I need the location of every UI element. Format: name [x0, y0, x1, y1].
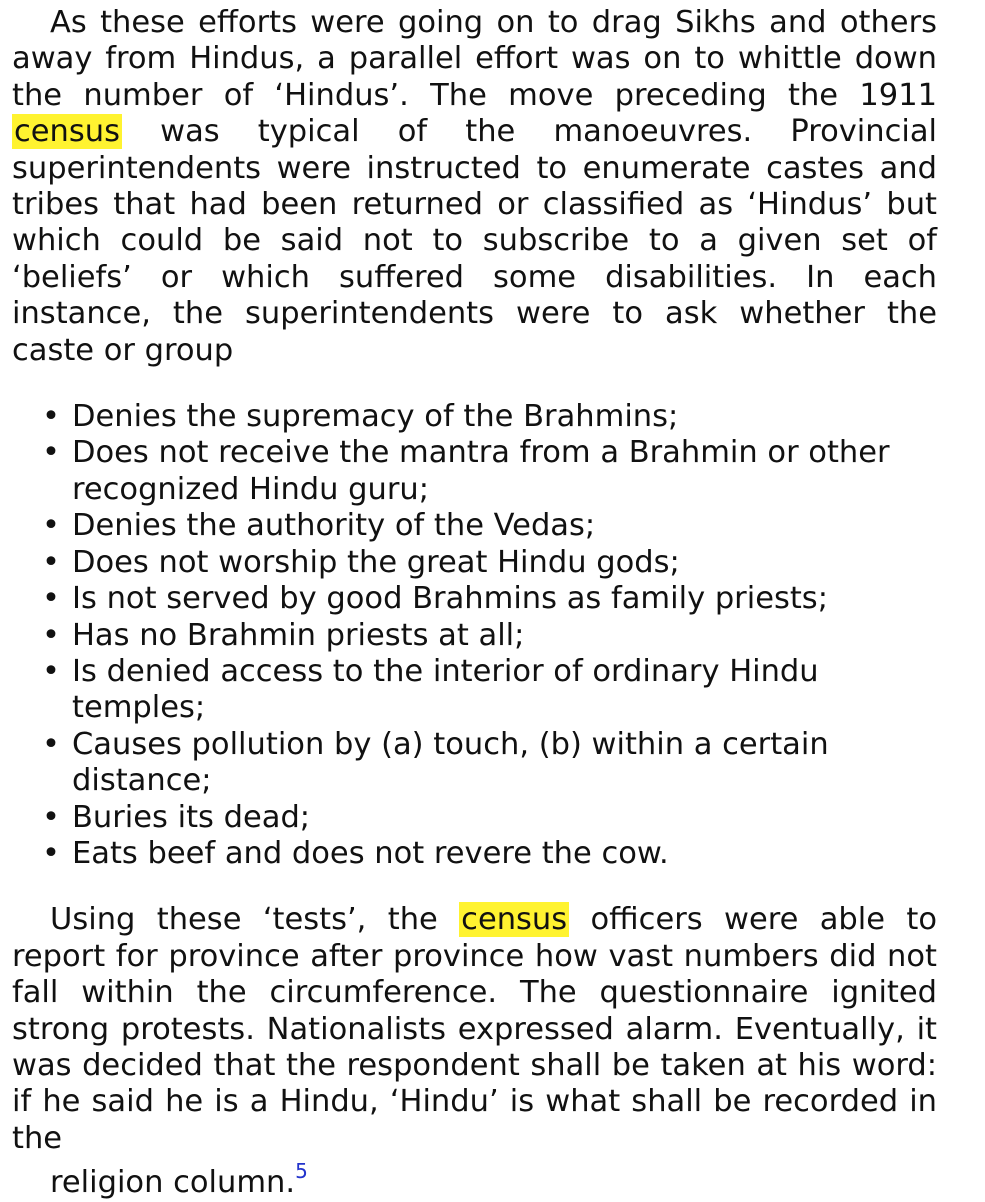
paragraph-intro	[12, 5, 937, 369]
list-item-text: Eats beef and does not revere the cow.	[72, 835, 669, 871]
list-item	[12, 435, 937, 508]
document-page	[12, 5, 937, 1202]
list-item-text: Has no Brahmin priests at all;	[72, 617, 525, 653]
list-item-text: Denies the supremacy of the Brahmins;	[72, 399, 679, 435]
list-item	[12, 508, 937, 544]
list-item	[12, 800, 937, 836]
list-item-text: Does not worship the great Hindu gods;	[72, 544, 680, 580]
list-item-text: Is denied access to the interior of ordinary Hindu temples;	[72, 653, 819, 726]
bullet-icon: •	[42, 399, 60, 435]
list-item	[12, 545, 937, 581]
list-item-text: Causes pollution by (a) touch, (b) within a certain distance;	[72, 726, 829, 799]
last-line-text: religion column.	[50, 1165, 296, 1201]
criteria-list	[12, 399, 937, 872]
bullet-icon: •	[42, 799, 60, 835]
paragraph-conclusion-last-line	[12, 1159, 937, 1201]
bullet-icon: •	[42, 617, 60, 653]
list-item	[12, 581, 937, 617]
list-item	[12, 618, 937, 654]
bullet-icon: •	[42, 835, 60, 871]
footnote-link[interactable]: 5	[295, 1159, 308, 1184]
paragraph-conclusion-text-2: officers were able to report for province after province how vast numbers did not fall within the circumference. The questionnaire ignited strong protests. Nationalists expressed alarm. Eventually, it was decided that the respondent shall be taken at his word: if he said he is a Hindu, ‘Hindu’ is what shall be recorded in the	[12, 902, 937, 1156]
bullet-icon: •	[42, 581, 60, 617]
list-item	[12, 836, 937, 872]
bullet-icon: •	[42, 726, 60, 762]
bullet-icon: •	[42, 508, 60, 544]
list-item-text: Is not served by good Brahmins as family priests;	[72, 581, 828, 617]
list-item	[12, 399, 937, 435]
list-item-text: Buries its dead;	[72, 799, 311, 835]
paragraph-intro-text-2: was typical of the manoeuvres. Provincial superintendents were instructed to enumerate castes and tribes that had been returned or classified as ‘Hindus’ but which could be said not to subscribe to a given set of ‘beliefs’ or which suffered some disabilities. In each instance, the superintendents were to ask whether the caste or group	[12, 114, 937, 368]
list-item	[12, 654, 937, 727]
paragraph-conclusion	[12, 902, 937, 1201]
bullet-icon: •	[42, 544, 60, 580]
search-highlight-census: census	[14, 114, 120, 150]
list-item-text: Does not receive the mantra from a Brahmin or other recognized Hindu guru;	[72, 435, 890, 507]
paragraph-conclusion-text-1: Using these ‘tests’, the	[50, 902, 460, 938]
search-highlight-census: census	[461, 902, 568, 938]
list-item	[12, 727, 937, 800]
list-item-text: Denies the authority of the Vedas;	[72, 508, 596, 544]
paragraph-intro-text-1: As these efforts were going on to drag Sikhs and others away from Hindus, a parallel effort was on to whittle down the number of ‘Hindus’. The move preceding the 1911	[12, 5, 937, 113]
bullet-icon: •	[42, 653, 60, 689]
bullet-icon: •	[42, 435, 60, 471]
